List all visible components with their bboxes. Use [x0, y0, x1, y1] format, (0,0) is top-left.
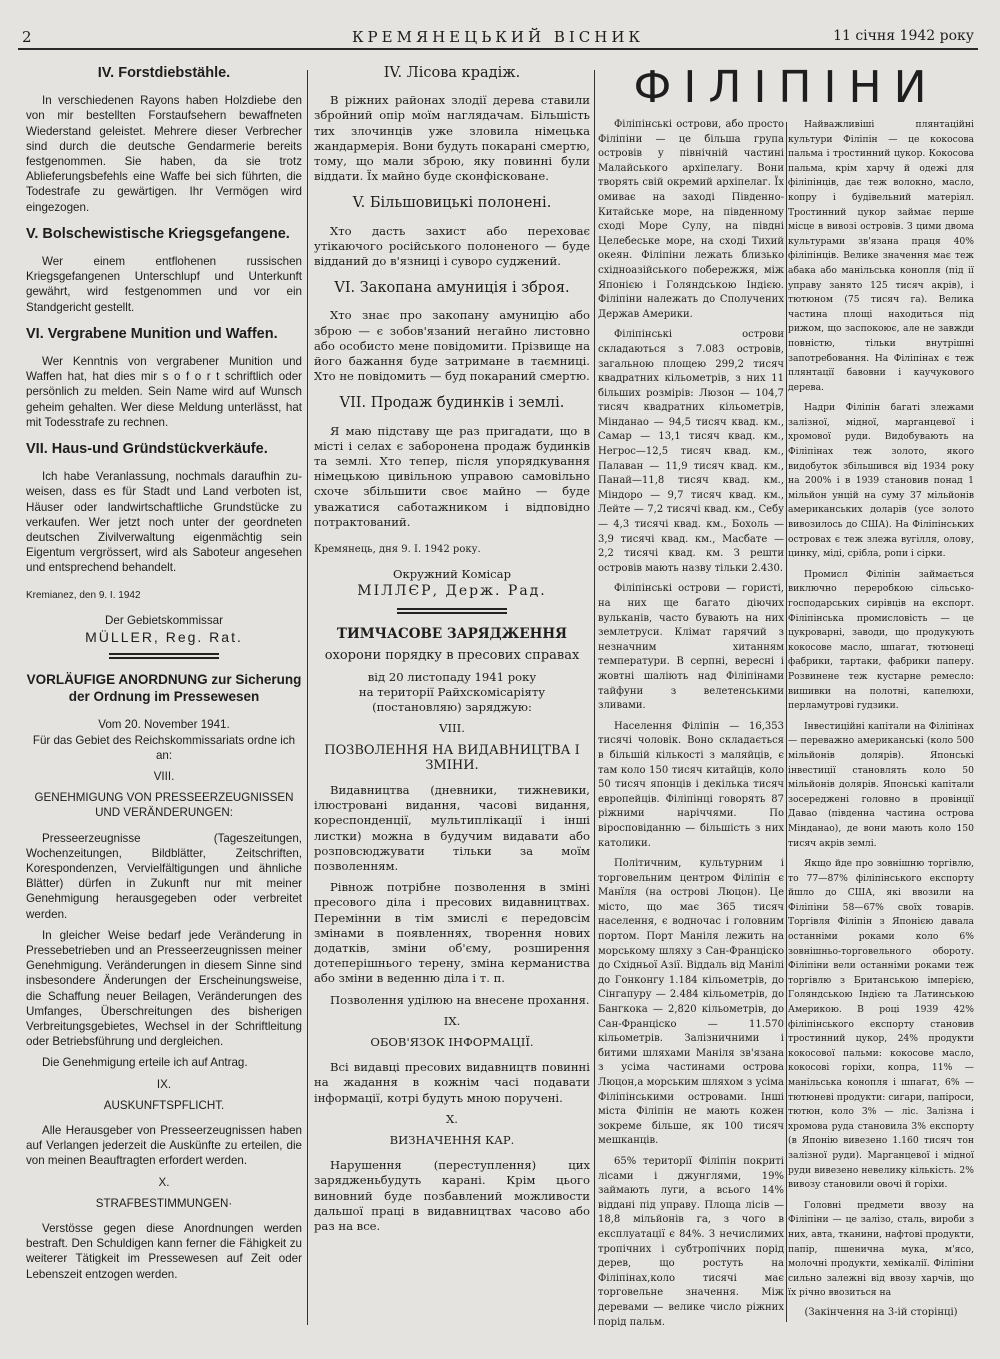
continued-note: (Закінчення на 3-ій сторінці) [804, 1306, 958, 1318]
divider [109, 653, 219, 659]
article-paragraph: Населення Філіпін — 16,353 тисячі чоловік. Воно складається в більшій кількості з маляйців, є там коло 150 тисяч китайців, коло 50 тисяч японців і декілька тисяч европейців. Філіпінці говорять 87 ріжними наріччями. По віросповіданню — більшість з них католики. [598, 720, 784, 849]
section-heading: STRAFBESTIMMUNGEN· [95, 1196, 233, 1210]
divider [397, 608, 507, 614]
section-text: Нарушення (переступлення) цих зарядженьбудуть карані. Крім цього виновний буде позбавлений можливости дальшої праці в видавництвах часово або раз на все. [314, 1158, 590, 1233]
decree-scope: на території Райхскомісаріяту (постановляю) заряджую: [358, 684, 546, 715]
section-text: Видавництва (дневники, тижневики, ілюстровані видання, часові видання, кореспонденції, мультиплікації і інші листки) можна в будучим видавати або розповсюджувати тільки за моїм позволенням. [314, 782, 590, 873]
column-rule [786, 122, 787, 1322]
section-heading: AUSKUNFTSPFLICHT. [103, 1098, 225, 1112]
section-number: IX. [443, 1013, 461, 1028]
article-paragraph: Якщо йде про зовнішню торгівлю, то 77—87% філіпінського експорту йшло до США, які ввозили на Філіпіни 58—67% своїх товарів. Торгівля Філіпін з Японією давала останніми роками коло 6% зовнішньо-торговельного обороту. Філіпіни вели останніми роками теж торгівлю з Британською імперією, Голяндською Індією та Латинською Америкою. В році 1939 42% філіпінського експорту становив тростинний цукор, 24% продукти кокосової пальми: кокосове масло, кокосові горіхи, копра, 11% — манільська конопля і шпагат, 6% — тютюневі продукти: сигари, папіроси, тютюн, коло 3% — ліс. Залізна і хромова руда становила 3% експорту (в Японію вивезено 1.160 тисяч тон залізної руди). Марганцевої і мідної руди вивезено невелику кількість. 2% вивозу становили овочі й горіхи. [788, 858, 974, 1191]
section-title: VII. Продаж будинків і землі. [339, 395, 565, 412]
section-title: IV. Forstdiebstähle. [97, 65, 231, 81]
section-text: В ріжних районах злодії дерева ставили збройний опір моїм наглядачам. Більшість тих злочинців уже зловила німецька жандармерія. Вони будуть покарані смертю, тому, що мали зброю, яку повинні були віддати. Їх майно буде сконфісковане. [314, 93, 590, 184]
newspaper-title: КРЕМЯНЕЦЬКИЙ ВІСНИК [351, 28, 645, 46]
article-paragraph: Філіпінські острови складаються з 7.083 островів, загальною площею 299,2 тисяч квадратних кільометрів, з них 11 більших розмірів: Люзон — 104,7 тисяч квадратних кільометрів, Мінданао — 94,5 тисяч квад. км., Самар — 13,1 тисяч квад. км., Негрос—12,5 тисяч квад. км., Палаван — 11,9 тисяч квад. км., Панай—11,8 тисяч квад. км., Міндоро — 9,7 тисяч квад. км., Лейте — 7,2 тисячі квад. км., Себу — 4,3 тисячі квад. км., Бохоль — 3,9 тисячі квад. км., Масбате — 2,2 тисячі квад. км. З решти островів мають назву тільки 2.430. [598, 329, 784, 574]
section-text: Alle Herausgeber von Presseerzeugnissen haben auf Verlangen jederzeit die Auskünfte zu erteilen, die von meinen Beauftragten erfordert werden. [26, 1123, 302, 1168]
place-date: Кремянець, дня 9. I. 1942 року. [314, 544, 481, 556]
article-paragraph: Надри Філіпін багаті злежами залізної, мідної, марганцевої і хромової руди. Видобувають на Філіпінах теж золото, якого видобуток збільшився від 1934 року на 200% і в 1939 становив понад 1 мільйон унцій на суму 37 мільйонів американських доларів (усе золото вивозилось до США). На Філіпінських островах є теж злежа вугілля, олову, цинку, міді, срібла, ропи і сірки. [788, 402, 974, 560]
signature-title: Окружний Комісар [392, 567, 512, 582]
section-text: Всі видавці пресових видавництв повинні на жадання в кожнім часі подавати інформації, котрі будуть мною поручені. [314, 1060, 590, 1105]
section-text: In gleicher Weise bedarf jede Veränderung in Pressebetrieben und an Presseerzeugnissen meiner Genehmigung. Veränderungen in diesem Sinne sind insbesondere Änderungen der Erscheinungsweise, die Schaffung neuer Beilagen, Veränderungen des Umfanges, Überschreitungen des bisherigen Verbreitungsgebietes, Wechsel in der Schriftleitung oder Betriebsführung und dergleichen. [26, 928, 302, 1049]
article-paragraph: 65% території Філіпін покриті лісами і джунглями, 19% займають луги, а всього 14% віддані під управу. Площа лісів — 18,8 мільйонів га, з чого в експлуатації є 84%. З нечислимих тропічних і субтропічних порід дерев, що ростуть на Філіпінах,коло тисячі має торговельне значення. Між деревами — велике число ріжних порід пальм. [598, 1155, 784, 1328]
section-text: Я маю підставу ще раз пригадати, що в місті і селах є заборонена продаж будинків та землі. Хто тепер, після упорядкування німецькою цивільною управою самовільно схоче збільшити своє майно — буде уважатися саботажником і відповідно потрактований. [314, 423, 590, 529]
article-paragraph: Промисл Філіпін займається виключно переробкою сільсько-господарських сирівців на експорт. Філіпінська промисловість — це цукроварні, заводи, що продукують кокосове масло, шпагат, тютюнеці фабрики, тартаки, фабрики паперу. Розвинене теж кустарне ремесло: вишивки на полотні, капелюхи, перламутрові гудзики. [788, 568, 974, 712]
section-title: VI. Vergrabene Munition und Waffen. [26, 325, 278, 342]
section-title: VI. Закопана амуниція і зброя. [334, 280, 570, 297]
article-headline: ФІЛІПІНИ [633, 62, 939, 113]
page-number: 2 [22, 28, 32, 46]
article-paragraph: Найважливіші плянтаційні культури Філіпін — це кокосова пальма і тростинний цукор. Кокосова пальма, крім харчу й одежі для філіпінців, дає теж волокно, масло, копру і будівельний матеріял. Тростинний цукор займає перше місце в вивозі островів. З цими двома культурами зв'язана праця 40% філіпінців. Велике значення має теж абака або манільська конопля (під ії управу занято 125 тисяч акрів), і тютюном (75 тисяч га). Велика частина площі находиться під рижом, що заспокоює, але не завжди повністю, тільки внутрішні запотребовання. На Філіпінах є теж плянтації бавовни і каучукового дерева. [788, 119, 974, 393]
article-paragraph: Інвестиційні капітали на Філіпінах — переважно американські (коло 500 мільйонів долярів). Японські інвестиції становлять коло 50 мільйонів долярів. Японські капітали зосереджені головно в провінції Давао (південна частина острова Мінданао), де вони мають коло 150 тисяч акрів землі. [788, 720, 974, 849]
decree-date: від 20 листопаду 1941 року [367, 669, 537, 684]
section-heading: ВИЗНАЧЕННЯ КАР. [389, 1132, 515, 1147]
german-column [26, 62, 302, 1294]
article-paragraph: Політичним, культурним і торговельним центром Філіпін є Манїля (на острові Люцон). Це місто, що має 365 тисяч населення, є водночас і головним портом. Порт Маніля лежить на морському шляху з Сан-Франціско до Східньої Азії. Віддаль від Манілі до Гонконгу 1.184 кільометрів, до Сінгапуру — 2.484 кільометрів, до Бангкока — 2,820 кільометрів, до Сан-Франціско — 11.570 кільометрів. Залізничними і битими шляхами Маніля зв'язана з усіма частинами острова Люцон,а морським шляхом з усіма Філіпінськими островами. Інші міста Філіпін не мають кожен зокреме більше, як 100 тисяч мешканців. [598, 858, 784, 1147]
decree-title: ТИМЧАСОВЕ ЗАРЯДЖЕННЯ [336, 625, 568, 642]
place-date: Kremianez, den 9. I. 1942 [26, 589, 141, 601]
section-number: VIII. [153, 769, 175, 783]
section-text: Хто знає про закопану амуницію або зброю — є зобов'язаний негайно листовно або особисто мене повідомити. Прізвище на його бажання буде затримане в таємниці. Хто не повідомить — буд покараний смертю. [314, 308, 590, 384]
section-number: X. [446, 1111, 458, 1126]
signature-name: МІЛЛЄР, Держ. Рад. [357, 583, 547, 600]
article-column-right [788, 118, 974, 1319]
section-text: Хто дасть захист або переховає утікаючого російського полоненого — буде відданий до в'язниці і суворо суджений. [314, 223, 590, 269]
section-text: Ich habe Veranlassung, nochmals daraufhin zu-weisen, dass es für Stadt und Land verboten ist, Häuser oder landwirtschaftliche Grundstücke zu verkaufen. Wer jetzt noch unter der geordneten deutschen Zivilverwaltung eigenmächtig sein Eigentum vergrössert, wird als Saboteur angesehen und entsprechend behandelt. [26, 470, 302, 575]
article-paragraph: Філіпінські острови — гористі, на них ще багато діючих вульканів, часто бувають на них землетруси. Клімат гарячий з незначним хитанням температури. В серпні, вересні і жовтні шаліють над Філіпінами тайфуни з велетенськими зливами. [598, 583, 784, 712]
decree-date: Vom 20. November 1941. [98, 718, 230, 732]
section-text: Presseerzeugnisse (Tageszeitungen, Wochenzeitungen, Bildblätter, Zeitschriften, Korespondenzen, Vervielfältigungen und ähnliche Blätter) dürfen in Zukunft nur mit meiner Genehmigung herausgegeben oder verbreitet werden. [26, 831, 302, 921]
section-text: Wer einem entflohenen russischen Kriegsgefangenen Unterschlupf und Unterkunft gewährt, wird festgenommen und vor ein Standgericht gestellt. [26, 255, 302, 314]
issue-date: 11 січня 1942 року [833, 28, 974, 44]
column-rule [307, 70, 308, 1325]
section-text: Позволення уділюю на внесене прохання. [330, 992, 590, 1007]
signature-title: Der Gebietskommissar [105, 613, 223, 627]
section-heading: ПОЗВОЛЕННЯ НА ВИДАВНИЦТВА І ЗМІНИ. [324, 742, 580, 773]
section-text: Wer Kenntnis von vergrabener Munition und Waffen hat, hat dies mir s o f o r t schriftlich oder persönlich zu melden. Sein Name wird auf Wunsch geheim gehalten. Wer diese Meldung unterlässt, hat mit Todesstrafe zu rechnen. [26, 355, 302, 429]
section-title: IV. Лісова крадіж. [383, 65, 521, 81]
article-column-left [598, 118, 784, 1336]
section-text: In verschiedenen Rayons haben Holzdiebe den von mir bestellten Forstaufsehern bewaffneten Wiederstand geleistet. Mehrere dieser Verbrecher sind durch die deutsche Gendarmerie bereits festgenommen. Sie haben, da sie trotz Ablieferungsbefehls eine Waffe bei sich führten, die Todestrafe zu gewärtigen. Ihr Vermögen wird eingezogen. [26, 94, 302, 214]
signature-name: MÜLLER, Reg. Rat. [85, 629, 243, 646]
decree-scope: Für das Gebiet des Reichskommissariats ordne ich an: [32, 733, 296, 762]
article-paragraph: Головні предмети ввозу на Філіпіни — це залізо, сталь, вироби з них, авта, тканини, нафтові продукти, папір, пшенична мука, м'ясо, молочні продукти, хемікалії. Філіпіни сильно залежні від ввозу харчів, що їх річно ввозиться на [788, 1199, 974, 1299]
section-title: V. Більшовицькі полонені. [352, 195, 552, 212]
section-title: VII. Haus-und Gründstückverkäufe. [26, 441, 268, 458]
section-text: Рівнож потрібне позволення в зміні пресового діла і пресових видавництвах. Перемінни в тім змислі є передовсім змінами в появленнях, творення нових додатків, зміни об'єму, розширення дотеперішнього терену, зміна керманиства або зміни в веденню діла і т. п. [314, 880, 590, 986]
decree-subtitle: охорони порядку в пресових справах [324, 647, 580, 663]
masthead [18, 28, 978, 50]
section-text: Verstösse gegen diese Anordnungen werden bestraft. Den Schuldigen kann ferner die Fähigkeit zu weiterer Tätigkeit im Pressewesen auf Zeit oder Lebenszeit entzogen werden. [26, 1221, 302, 1281]
section-text: Die Genehmigung erteile ich auf Antrag. [42, 1056, 248, 1070]
decree-title: VORLÄUFIGE ANORDNUNG zur Sicherung der Ordnung im Pressewesen [26, 672, 302, 705]
section-heading: GENEHMIGUNG VON PRESSEERZEUGNISSEN UND VERÄNDERUNGEN: [34, 791, 294, 820]
section-title: V. Bolschewistische Kriegsgefangene. [26, 225, 290, 242]
section-number: X. [158, 1175, 170, 1189]
article-paragraph: Філіпінські острови, або просто Філіпіни — це більша група островів у північній частині Малайського архіпелагу. Вони творять свій окремий архіпелаг. Їх омиває на заході Південно-Китайське море, на південному сході Море Сулу, на півдні Целебеське море, на сході Тихий океян. Філіпіни лежать близько східноазійського побережжя, між Японією і Голяндською Індією. Філіпіни належать до Сполучених Держав Америки. [598, 119, 784, 320]
section-number: VIII. [439, 721, 465, 736]
section-number: IX. [156, 1077, 172, 1091]
section-heading: ОБОВ'ЯЗОК ІНФОРМАЦІЇ. [370, 1034, 534, 1049]
ukrainian-column [314, 62, 590, 1246]
column-rule [594, 70, 595, 1325]
